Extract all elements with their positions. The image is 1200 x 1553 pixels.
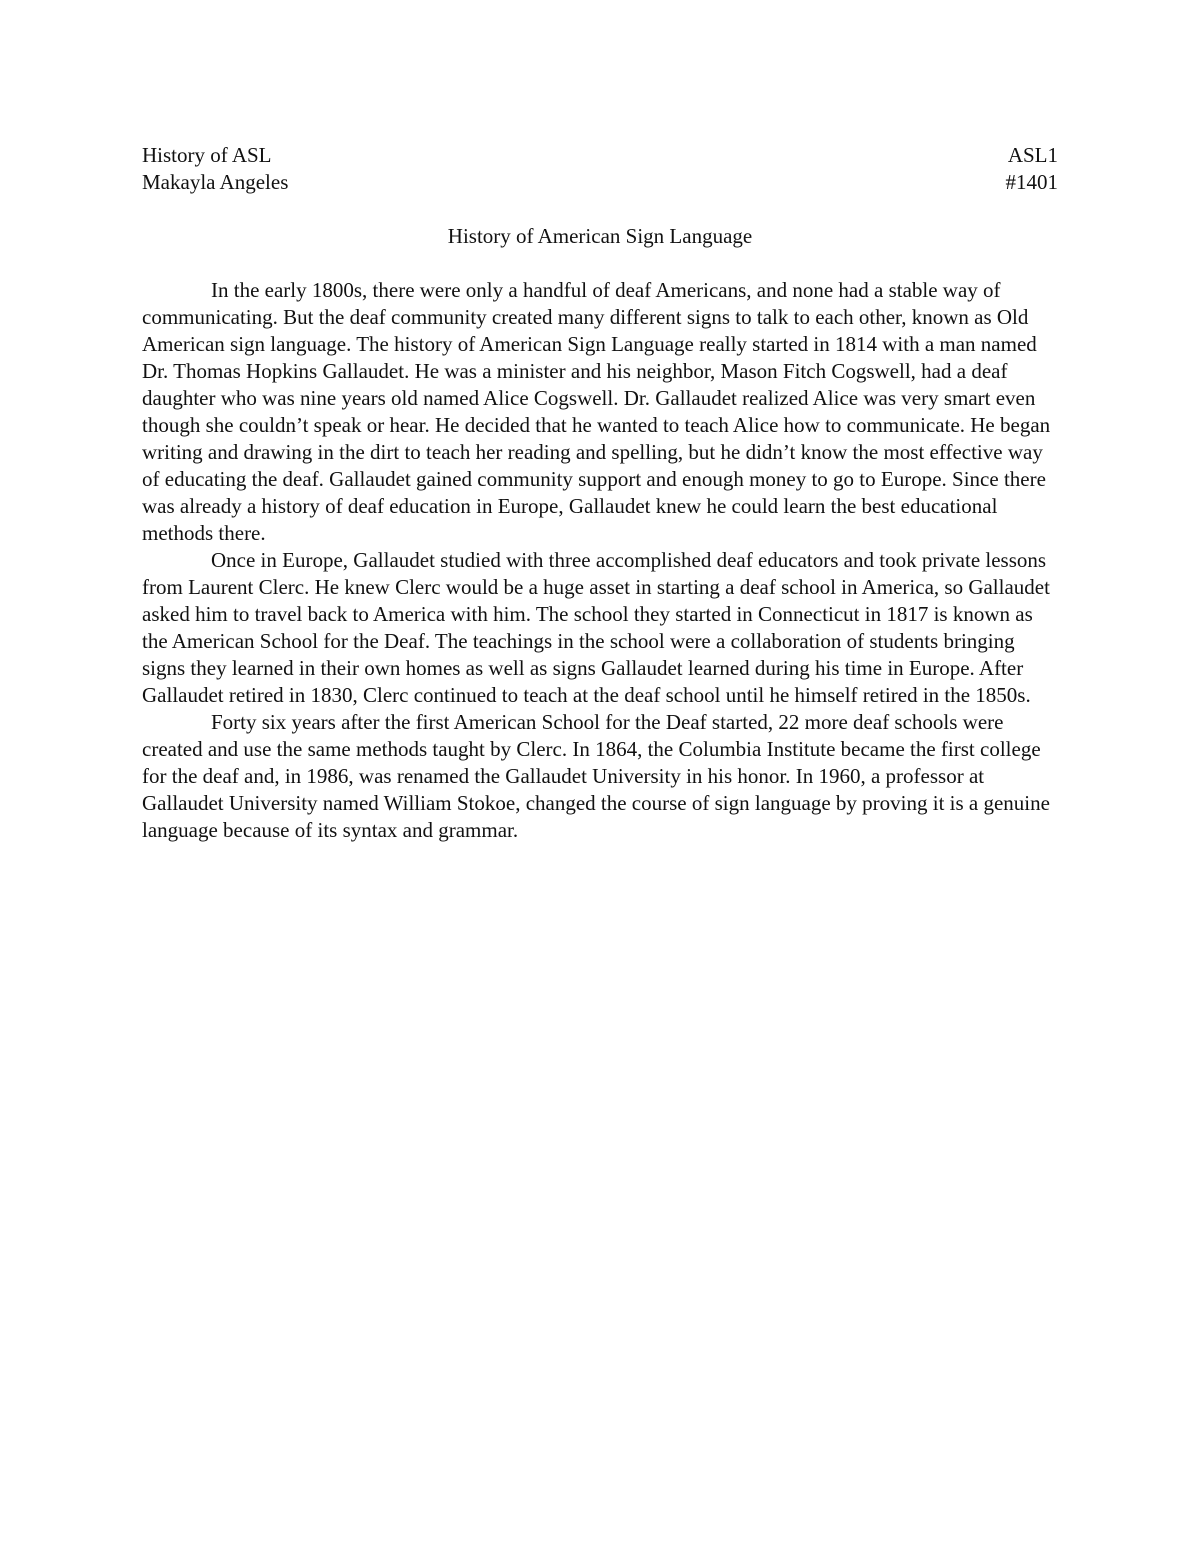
document-title: History of American Sign Language — [447, 224, 753, 248]
course-code: ASL1 — [1007, 143, 1058, 167]
header-row-1 — [142, 142, 1058, 169]
paragraph-3: Forty six years after the first American School for the Deaf started, 22 more deaf schools were created and use the same methods taught by Clerc. In 1864, the Columbia Institute became the first college for the deaf and, in 1986, was renamed the Gallaudet University in his honor. In 1960, a professor at Gallaudet University named William Stokoe, changed the course of sign language by proving it is a genuine language because of its syntax and grammar. — [142, 710, 1050, 842]
course-title: History of ASL — [142, 143, 272, 167]
document-content — [142, 142, 1058, 844]
author-name: Makayla Angeles — [142, 170, 289, 194]
paragraph-2: Once in Europe, Gallaudet studied with three accomplished deaf educators and took private lessons from Laurent Clerc. He knew Clerc would be a huge asset in starting a deaf school in America, so Gallaudet asked him to travel back to America with him. The school they started in Connecticut in 1817 is known as the American School for the Deaf. The teachings in the school were a collaboration of students bringing signs they learned in their own homes as well as signs Gallaudet learned during his time in Europe. After Gallaudet retired in 1830, Clerc continued to teach at the deaf school until he himself retired in the 1850s. — [142, 548, 1050, 707]
header-row-2 — [142, 169, 1058, 196]
student-number: #1401 — [1005, 170, 1058, 194]
paragraph-1: In the early 1800s, there were only a handful of deaf Americans, and none had a stable way of communicating. But the deaf community created many different signs to talk to each other, known as Old American sign language. The history of American Sign Language really started in 1814 with a man named Dr. Thomas Hopkins Gallaudet. He was a minister and his neighbor, Mason Fitch Cogswell, had a deaf daughter who was nine years old named Alice Cogswell. Dr. Gallaudet realized Alice was very smart even though she couldn’t speak or hear. He decided that he wanted to teach Alice how to communicate. He began writing and drawing in the dirt to teach her reading and spelling, but he didn’t know the most effective way of educating the deaf. Gallaudet gained community support and enough money to go to Europe. Since there was already a history of deaf education in Europe, Gallaudet knew he could learn the best educational methods there. — [142, 278, 1051, 545]
